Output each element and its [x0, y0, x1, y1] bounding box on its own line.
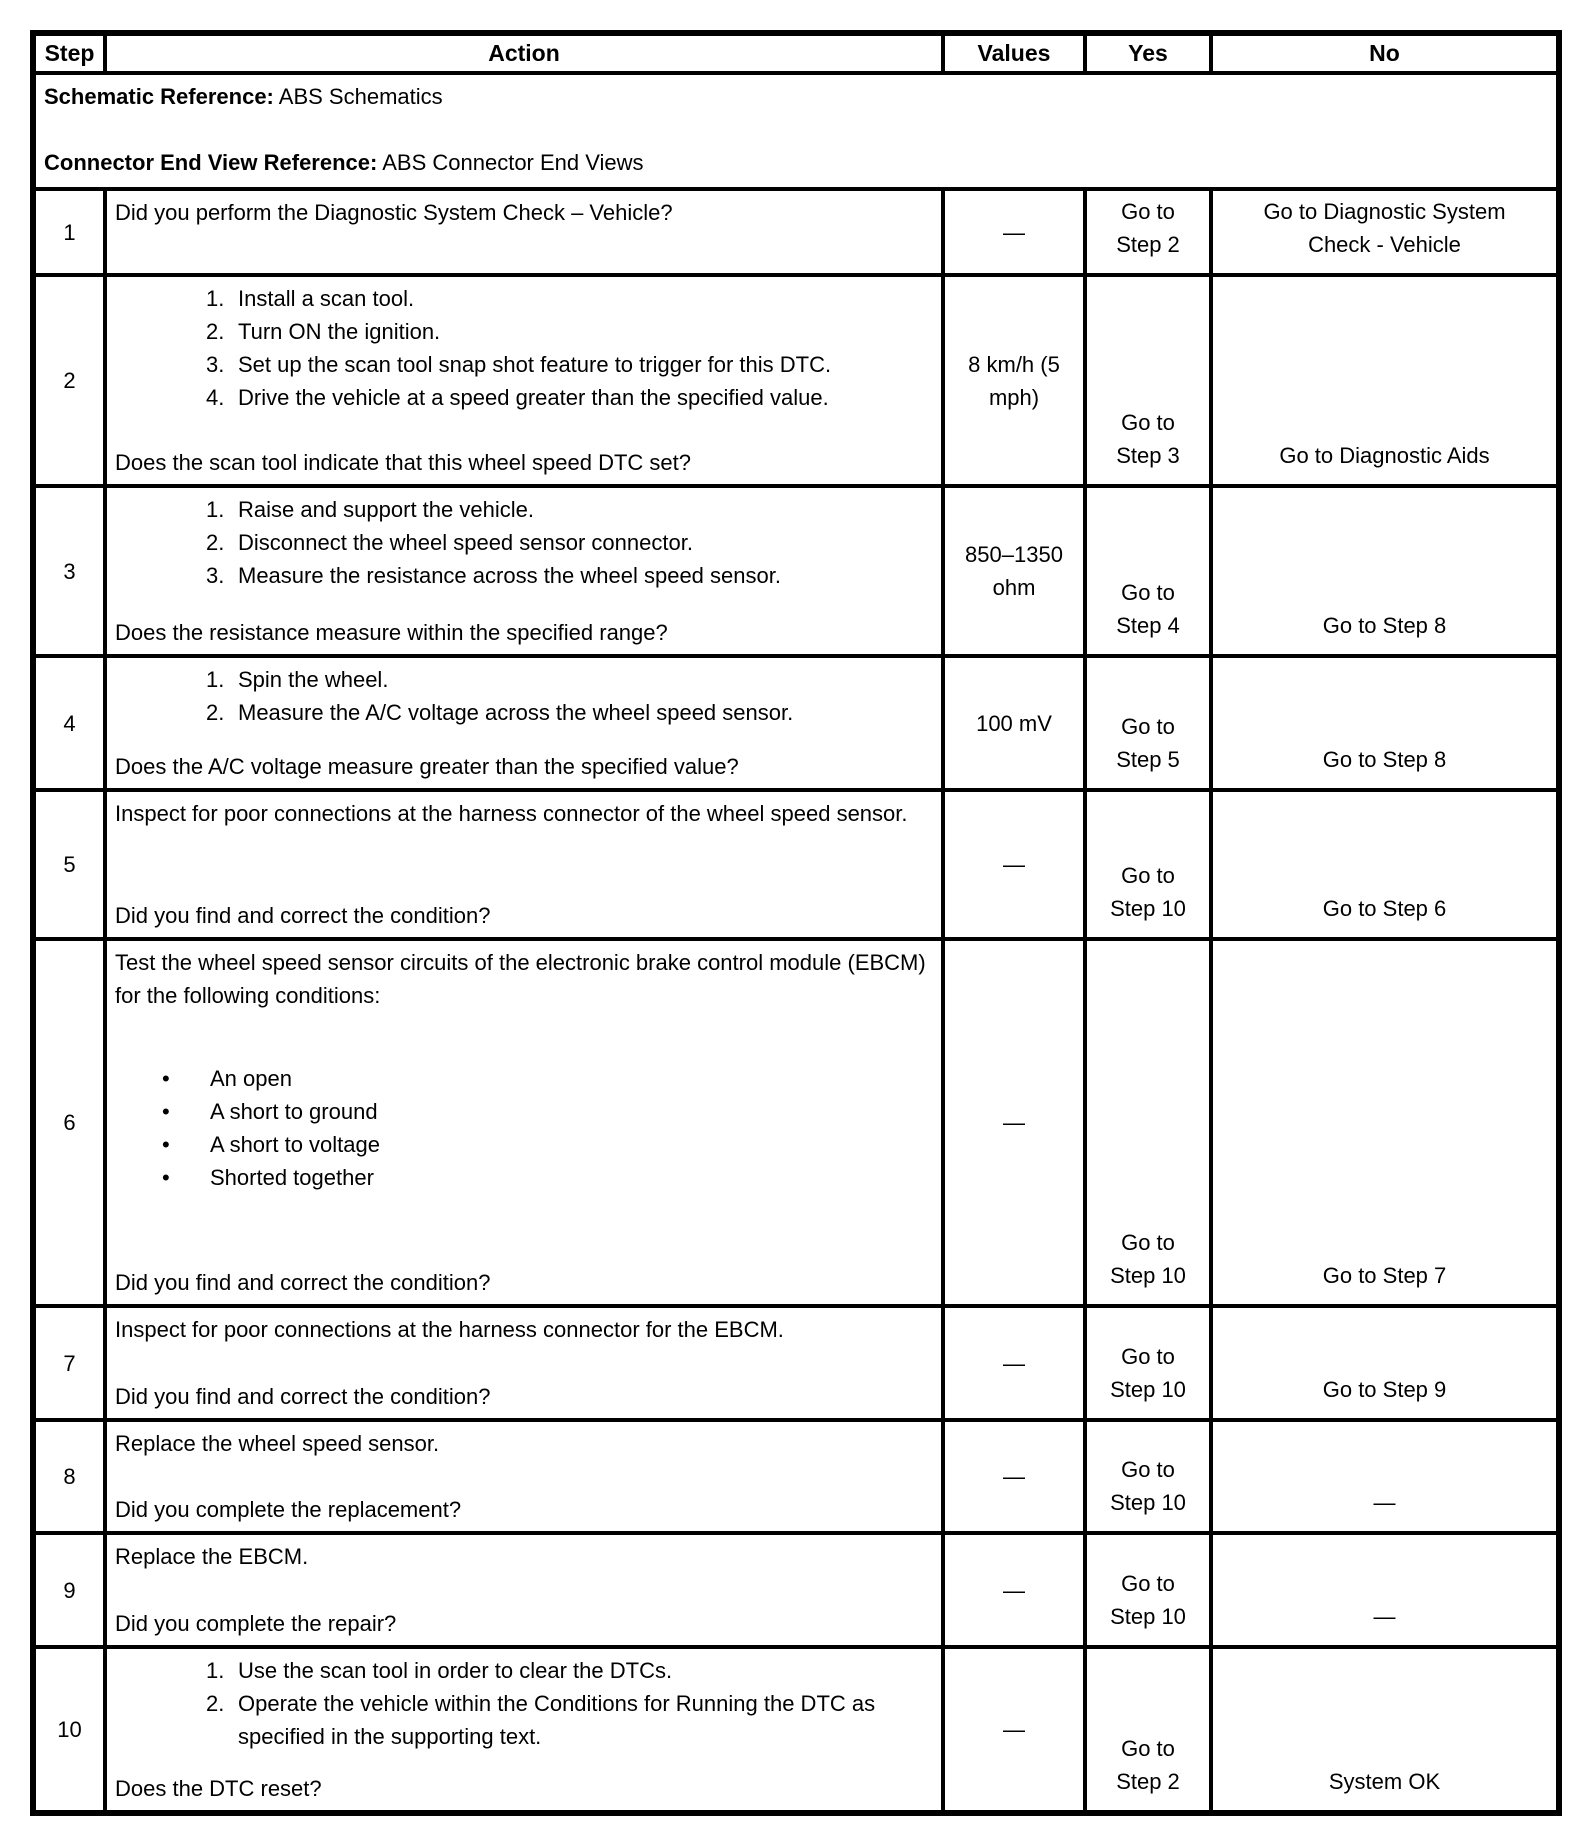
bullet-item: • A short to ground	[162, 1095, 933, 1128]
table-row-7	[33, 1306, 1559, 1420]
yes-text: Go to Step 5	[1116, 714, 1180, 773]
bullet-item: • A short to voltage	[162, 1128, 933, 1161]
action-question: Did you find and correct the condition?	[115, 1384, 491, 1410]
col-header-yes: Yes	[1085, 33, 1211, 73]
values-cell: 8 km/h (5 mph)	[943, 275, 1085, 486]
schematic-reference-value: ABS Schematics	[278, 84, 443, 110]
table-row-2	[33, 275, 1559, 486]
action-numbered-list	[206, 663, 933, 729]
action-cell	[105, 486, 943, 656]
action-question: Does the DTC reset?	[115, 1776, 322, 1802]
table-row-1	[33, 189, 1559, 275]
list-item: Raise and support the vehicle.	[238, 497, 534, 523]
step-number: 4	[33, 656, 105, 790]
values-cell: —	[943, 790, 1085, 939]
action-intro: Replace the EBCM.	[115, 1544, 309, 1570]
list-item: Measure the A/C voltage across the wheel speed sensor.	[238, 700, 794, 726]
table-row-3	[33, 486, 1559, 656]
action-cell	[105, 1420, 943, 1533]
action-cell	[105, 275, 943, 486]
action-question: Did you perform the Diagnostic System Check – Vehicle?	[115, 200, 673, 226]
yes-cell	[1085, 486, 1211, 656]
no-text: Go to Diagnostic System Check - Vehicle	[1263, 199, 1506, 258]
schematic-reference	[44, 80, 1548, 113]
values-cell: 100 mV	[943, 656, 1085, 790]
bullet-item: • Shorted together	[162, 1161, 933, 1194]
yes-text: Go to Step 3	[1116, 410, 1180, 469]
action-cell	[105, 1647, 943, 1813]
step-number: 1	[33, 189, 105, 275]
action-bullet-list	[162, 1062, 933, 1194]
action-intro: Test the wheel speed sensor circuits of the electronic brake control module (EBCM) for the following conditions:	[115, 950, 926, 1009]
step-number: 2	[33, 275, 105, 486]
list-item: Set up the scan tool snap shot feature to trigger for this DTC.	[238, 352, 832, 378]
col-header-no: No	[1211, 33, 1559, 73]
list-item: Install a scan tool.	[238, 286, 415, 312]
values-cell: —	[943, 1306, 1085, 1420]
step-number: 5	[33, 790, 105, 939]
action-cell	[105, 1306, 943, 1420]
table-row-10	[33, 1647, 1559, 1813]
diagnostic-table	[30, 30, 1562, 1816]
values-cell: —	[943, 1647, 1085, 1813]
step-number: 10	[33, 1647, 105, 1813]
no-cell	[1211, 790, 1559, 939]
list-item: Spin the wheel.	[238, 667, 389, 693]
action-question: Did you complete the repair?	[115, 1611, 397, 1637]
step-number: 6	[33, 939, 105, 1306]
table-row-5	[33, 790, 1559, 939]
values-cell: —	[943, 1420, 1085, 1533]
col-header-values: Values	[943, 33, 1085, 73]
action-numbered-list	[206, 1654, 933, 1753]
yes-cell	[1085, 939, 1211, 1306]
connector-reference-label: Connector End View Reference:	[44, 150, 378, 176]
col-header-action: Action	[105, 33, 943, 73]
no-cell	[1211, 1533, 1559, 1647]
action-cell	[105, 189, 943, 275]
list-item: Turn ON the ignition.	[238, 319, 441, 345]
values-cell: —	[943, 189, 1085, 275]
action-question: Does the resistance measure within the specified range?	[115, 620, 668, 646]
action-question: Did you find and correct the condition?	[115, 1270, 491, 1296]
step-number: 3	[33, 486, 105, 656]
table-row-8	[33, 1420, 1559, 1533]
col-header-step: Step	[33, 33, 105, 73]
action-question: Does the scan tool indicate that this wheel speed DTC set?	[115, 450, 691, 476]
no-cell	[1211, 1420, 1559, 1533]
header-row	[33, 33, 1559, 73]
yes-cell	[1085, 1647, 1211, 1813]
no-cell	[1211, 939, 1559, 1306]
action-cell	[105, 1533, 943, 1647]
action-cell	[105, 656, 943, 790]
yes-cell	[1085, 1306, 1211, 1420]
no-cell	[1211, 656, 1559, 790]
no-cell	[1211, 1306, 1559, 1420]
table-row-9	[33, 1533, 1559, 1647]
values-cell: 850–1350 ohm	[943, 486, 1085, 656]
yes-text: Go to Step 4	[1116, 580, 1180, 639]
list-item: Drive the vehicle at a speed greater than the specified value.	[238, 385, 829, 411]
no-text: Go to Step 7	[1322, 1263, 1447, 1289]
list-item: Operate the vehicle within the Conditions for Running the DTC as specified in the supporting text.	[238, 1691, 876, 1750]
action-numbered-list	[206, 493, 933, 592]
list-item: Use the scan tool in order to clear the DTCs.	[238, 1658, 673, 1684]
list-item: Disconnect the wheel speed sensor connector.	[238, 530, 693, 556]
reference-row	[33, 73, 1559, 189]
table-row-4	[33, 656, 1559, 790]
bullet-item: • An open	[162, 1062, 933, 1095]
action-intro: Replace the wheel speed sensor.	[115, 1431, 440, 1457]
no-cell	[1211, 275, 1559, 486]
list-item: Measure the resistance across the wheel speed sensor.	[238, 563, 781, 589]
yes-cell	[1085, 189, 1211, 275]
yes-cell	[1085, 656, 1211, 790]
yes-text: Go to Step 10	[1110, 1230, 1186, 1289]
action-intro: Inspect for poor connections at the harness connector of the wheel speed sensor.	[115, 801, 908, 827]
no-text: Go to Step 9	[1322, 1377, 1447, 1403]
yes-cell	[1085, 1533, 1211, 1647]
action-cell	[105, 790, 943, 939]
yes-text: Go to Step 10	[1110, 1344, 1186, 1403]
reference-cell	[33, 73, 1559, 189]
action-intro: Inspect for poor connections at the harness connector for the EBCM.	[115, 1317, 784, 1343]
step-number: 7	[33, 1306, 105, 1420]
no-text: Go to Step 6	[1322, 896, 1447, 922]
yes-text: Go to Step 2	[1116, 199, 1180, 258]
table-row-6	[33, 939, 1559, 1306]
no-text: System OK	[1328, 1769, 1441, 1795]
no-text: Go to Step 8	[1322, 747, 1447, 773]
values-cell: —	[943, 1533, 1085, 1647]
no-cell	[1211, 189, 1559, 275]
no-text: —	[1373, 1604, 1396, 1630]
no-cell	[1211, 1647, 1559, 1813]
step-number: 9	[33, 1533, 105, 1647]
yes-text: Go to Step 10	[1110, 1571, 1186, 1630]
action-question: Does the A/C voltage measure greater than the specified value?	[115, 754, 739, 780]
action-numbered-list	[206, 282, 933, 414]
schematic-reference-label: Schematic Reference:	[44, 84, 274, 110]
action-question: Did you complete the replacement?	[115, 1497, 462, 1523]
yes-text: Go to Step 10	[1110, 1457, 1186, 1516]
step-number: 8	[33, 1420, 105, 1533]
no-text: —	[1373, 1490, 1396, 1516]
values-cell: —	[943, 939, 1085, 1306]
yes-text: Go to Step 10	[1110, 863, 1186, 922]
yes-text: Go to Step 2	[1116, 1736, 1180, 1795]
connector-reference-value: ABS Connector End Views	[382, 150, 644, 176]
connector-reference	[44, 146, 1548, 179]
no-cell	[1211, 486, 1559, 656]
yes-cell	[1085, 790, 1211, 939]
no-text: Go to Step 8	[1322, 613, 1447, 639]
yes-cell	[1085, 1420, 1211, 1533]
no-text: Go to Diagnostic Aids	[1279, 443, 1490, 469]
action-question: Did you find and correct the condition?	[115, 903, 491, 929]
yes-cell	[1085, 275, 1211, 486]
action-cell	[105, 939, 943, 1306]
